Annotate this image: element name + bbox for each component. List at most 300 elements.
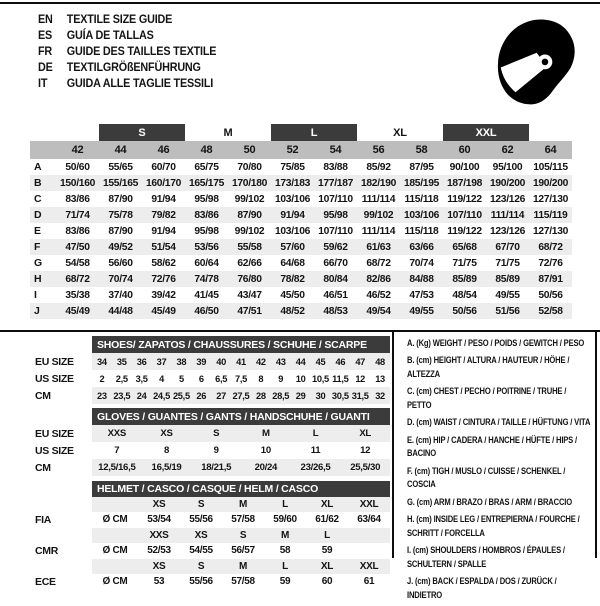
table-cell: XL [320,498,334,510]
column-header: 50 [243,144,256,156]
table-row [35,387,390,404]
table-cell: 63/64 [357,514,381,526]
table-cell: 103/106 [274,193,311,205]
table-cell: L [282,498,288,510]
table-cell: 24,5 [153,390,170,401]
table-cell: 58/62 [151,257,176,269]
column-header: 48 [200,144,213,156]
table-cell: 55/65 [108,161,133,173]
legend [407,337,591,606]
row-cells [92,370,390,387]
language-code: DE [38,60,53,74]
legend-item: G. (cm) ARM / BRAZO / BRAS / ARM / BRACCIO [407,496,572,508]
table-cell: 9 [278,373,284,384]
table-cell: 155/165 [102,177,139,189]
helmet-size-row [35,528,390,544]
table-cell: 45 [315,356,326,367]
table-cell: 55/56 [189,514,213,526]
table-cell: 187/198 [446,177,483,189]
table-cell: 26 [196,390,207,401]
row-label: US SIZE [35,444,74,457]
table-cell: 71/74 [65,209,90,221]
table-cell: 9 [213,445,219,456]
table-cell: 11,5 [332,373,349,384]
language-code: ES [38,28,53,42]
gloves-rows [35,425,390,476]
table-cell: 60 [321,576,333,588]
table-cell: 11 [310,445,321,456]
table-row [30,207,572,223]
table-cell: XS [152,498,166,510]
row-cells [92,497,390,513]
column-header: 42 [71,144,84,156]
size-band: XXL [443,124,529,141]
table-cell: 65/68 [452,241,477,253]
shoes-table-header [35,336,390,353]
legend-item: B. (cm) HEIGHT / ALTURA / HAUTEUR / HÖHE / ALTEZZA [407,355,570,381]
table-cell: 49/52 [108,241,133,253]
table-cell: 44 [295,356,306,367]
column-header-row [30,141,572,159]
table-cell: 8 [258,373,264,384]
table-cell: 59 [279,576,291,588]
legend-item: F. (cm) TIGH / MUSLO / CUISSE / SCHENKEL / COSCIA [407,465,566,491]
table-cell: 45/49 [151,305,176,317]
table-cell: 39/42 [151,289,176,301]
row-label: F [34,241,41,253]
table-cell: 48/53 [323,305,348,317]
row-cells [92,512,390,528]
helmet-table [35,481,390,590]
table-cell: 53/56 [194,241,219,253]
table-cell: 160/170 [145,177,182,189]
table-cell: 70/74 [108,273,133,285]
legend-left-border [392,330,394,558]
helmet-value-row [35,543,390,559]
table-cell: 62/66 [237,257,262,269]
legend-right-border [595,330,597,558]
table-cell: 61 [363,576,375,588]
helmet-rows [35,497,390,590]
row-label: D [34,209,42,221]
size-band: L [271,124,357,141]
size-band [529,124,572,141]
size-band: M [223,126,233,139]
table-cell: 43/47 [237,289,262,301]
row-label: FIA [35,513,52,526]
language-code: IT [38,76,48,90]
row-label: B [34,177,42,189]
table-cell: 82/86 [366,273,391,285]
table-cell: 30 [315,390,326,401]
table-cell: S [197,560,205,572]
table-cell: 79/82 [151,209,176,221]
row-label: EU SIZE [35,427,74,440]
gloves-table-header [35,408,390,425]
helmet-value-row [35,512,390,528]
table-cell: 46/50 [194,305,219,317]
table-cell: 23 [97,390,107,401]
table-cell: 3,5 [135,373,148,384]
table-cell: 41 [236,356,246,367]
legend-item: A. (Kg) WEIGHT / PESO / POIDS / GEWITCH / PESO [407,338,585,349]
row-label: CMR [35,544,59,557]
table-cell: 75/85 [280,161,305,173]
table-cell: 95/100 [492,161,523,173]
table-cell: XL [320,560,334,572]
table-row [30,191,572,207]
table-cell: 38 [176,356,187,367]
table-cell: 83/86 [65,225,90,237]
table-cell: 46 [335,356,346,367]
table-cell: 53/54 [147,514,171,526]
table-cell: 64/68 [280,257,305,269]
row-label: G [34,257,43,269]
table-cell: 83/86 [65,193,90,205]
table-cell: 87/90 [237,209,262,221]
language-row [38,59,216,75]
table-cell: 61/63 [366,241,391,253]
legend-item: H. (cm) INSIDE LEG / ENTREPIERNA / FOURCHE / SCHRITT / FORCELLA [407,513,580,539]
table-cell: 25,5/30 [350,462,381,473]
table-cell: 7,5 [234,373,247,384]
table-cell: 23,5 [113,390,131,401]
table-cell: 48/52 [280,305,305,317]
row-label: H [34,273,42,285]
table-cell: 47/51 [237,305,262,317]
table-cell: 10 [295,373,306,384]
table-cell: 51/54 [151,241,176,253]
shoes-table-title: SHOES/ ZAPATOS / CHAUSSURES / SCHUHE / SCARPE [92,336,390,353]
row-label: CM [35,461,51,474]
table-row [30,287,572,303]
table-cell: 39 [196,356,207,367]
table-cell: 27,5 [232,390,250,401]
row-label [35,559,92,575]
table-cell: 95/98 [194,225,219,237]
table-cell: 83/86 [194,209,219,221]
table-cell: 105/115 [533,161,568,173]
row-cells [92,353,390,370]
table-cell: 99/102 [234,193,265,205]
table-cell: 45/49 [65,305,90,317]
table-cell: 10 [260,445,271,456]
table-cell: S [239,529,247,541]
table-cell: 127/130 [532,225,569,237]
header-spacer [35,408,92,425]
lower-tables [35,336,390,594]
table-row [35,459,390,476]
table-cell: XL [359,428,371,439]
table-cell: 48/54 [452,289,477,301]
table-cell: 90/100 [449,161,480,173]
table-cell: 80/84 [323,273,348,285]
table-cell: 71/75 [452,257,477,269]
language-code: EN [38,12,53,26]
corner-cell [30,141,56,159]
table-row [35,425,390,442]
table-cell: 23/26,5 [300,462,331,473]
table-cell: 55/56 [189,576,213,588]
table-cell: 51/56 [495,305,520,317]
table-cell: 55/58 [237,241,262,253]
language-code: FR [38,44,53,58]
table-cell: 4 [159,373,164,384]
table-cell: 31,5 [351,390,369,401]
table-cell: 95/98 [323,209,348,221]
table-cell: 66/70 [323,257,348,269]
row-label [35,497,92,513]
table-cell: 30,5 [331,390,349,401]
row-label: J [34,305,40,317]
table-cell: 68/72 [65,273,90,285]
header-spacer [35,336,92,353]
table-cell: 99/102 [234,225,265,237]
row-cells [92,528,390,544]
column-header: 52 [286,144,299,156]
diameter-unit: Ø CM [102,576,128,588]
guide-title: TEXTILE SIZE GUIDE [66,12,173,26]
table-cell: M [238,498,248,510]
table-cell: 71/75 [495,257,520,269]
table-cell: 47/50 [65,241,90,253]
table-cell: 68/72 [538,241,563,253]
shoes-rows [35,353,390,404]
table-cell: 25,5 [172,390,190,401]
column-header: 54 [329,144,342,156]
table-row [30,175,572,191]
table-cell: 107/110 [318,225,353,237]
table-cell: 107/110 [318,193,353,205]
table-cell: XS [160,428,173,439]
table-row [30,255,572,271]
table-cell: 87/90 [108,193,133,205]
table-cell: 84/88 [409,273,434,285]
table-cell: 75/78 [108,209,133,221]
language-row [38,27,216,43]
row-label: C [34,193,42,205]
table-cell: 63/66 [409,241,434,253]
table-cell: 99/102 [363,209,394,221]
row-label: E [34,225,42,237]
table-row [30,223,572,239]
table-cell: XS [194,529,208,541]
table-cell: 43 [275,356,286,367]
guide-title: GUIDE DES TAILLES TEXTILE [66,44,217,58]
table-cell: 46/51 [323,289,348,301]
table-cell: 58 [279,545,291,557]
table-cell: 60/70 [151,161,176,173]
table-cell: 12 [360,445,371,456]
table-cell: 57/60 [280,241,305,253]
table-cell: 170/180 [231,177,268,189]
size-guide-table [30,124,572,319]
table-cell: 165/175 [188,177,225,189]
table-cell: 115/119 [533,209,568,221]
table-row [35,370,390,387]
table-cell: 76/80 [237,273,262,285]
row-cells [92,543,390,559]
table-cell: 111/114 [361,193,396,205]
row-label: ECE [35,575,56,588]
table-cell: 32 [375,390,385,401]
table-cell: 56/60 [108,257,133,269]
row-label: I [34,289,37,301]
diameter-unit: Ø CM [102,545,128,557]
table-cell: 70/80 [237,161,262,173]
table-cell: 16,5/19 [151,462,182,473]
table-cell: 59 [321,545,333,557]
table-cell: 111/114 [361,225,396,237]
table-cell: 190/200 [532,177,569,189]
table-cell: 72/76 [538,257,563,269]
table-cell: 85/89 [495,273,520,285]
guide-title: GUÍA DE TALLAS [66,28,154,42]
table-cell: 50/56 [452,305,477,317]
table-cell: L [324,529,330,541]
table-cell: 57/58 [231,576,255,588]
table-cell: 70/74 [409,257,434,269]
size-band [30,124,99,141]
table-cell: 20/24 [254,462,278,473]
table-cell: 50/60 [65,161,90,173]
table-cell: 44/48 [108,305,133,317]
size-band-row [30,124,572,141]
guide-title: TEXTILGRÖßENFÜHRUNG [66,60,201,74]
table-cell: 2,5 [115,373,128,384]
table-cell: XS [152,560,166,572]
table-cell: 85/89 [452,273,477,285]
table-cell: 111/114 [490,209,525,221]
language-row [38,43,216,59]
row-cells [92,425,390,442]
table-cell: 47 [355,356,366,367]
column-header: 44 [114,144,127,156]
table-cell: 91/94 [151,225,176,237]
table-cell: 50/56 [538,289,563,301]
table-cell: 107/110 [447,209,482,221]
table-cell: 185/195 [403,177,440,189]
table-cell: 150/160 [59,177,96,189]
table-cell: 182/190 [360,177,397,189]
row-cells [92,387,390,404]
helmet-table-title: HELMET / CASCO / CASQUE / HELM / CASCO [92,481,390,497]
table-cell: 37 [156,356,167,367]
table-cell: 78/82 [280,273,305,285]
column-header: 56 [372,144,385,156]
row-label: CM [35,389,51,402]
table-cell: 60/64 [194,257,219,269]
table-cell: 56/57 [231,545,255,557]
row-cells [92,442,390,459]
table-row [30,159,572,175]
guide-title: GUIDA ALLE TAGLIE TESSILI [66,76,214,90]
table-cell: 28,5 [272,390,290,401]
table-cell: 91/94 [151,193,176,205]
language-row [38,75,216,91]
table-cell: 65/75 [194,161,219,173]
helmet-size-row [35,559,390,575]
shoes-table [35,336,390,404]
column-header: 62 [501,144,514,156]
table-cell: 127/130 [532,193,569,205]
table-cell: 35 [116,356,127,367]
table-cell: 10,5 [312,373,329,384]
column-header: 60 [458,144,471,156]
table-cell: 49/55 [409,305,434,317]
table-cell: S [213,428,220,439]
helmet-value-row [35,574,390,590]
table-cell: 5 [178,373,184,384]
helmet-size-row [35,497,390,513]
row-label: A [34,161,42,173]
row-label: EU SIZE [35,355,74,368]
helmet-icon [487,15,579,107]
table-cell: 46/52 [366,289,391,301]
table-cell: 87/95 [409,161,434,173]
table-cell: 12,5/16,5 [98,462,136,473]
table-cell: 49/55 [495,289,520,301]
table-cell: M [238,560,248,572]
size-band: S [99,124,185,141]
header-spacer [35,481,92,497]
size-band: XL [393,126,407,139]
table-cell: 12 [355,373,366,384]
table-cell: 29 [295,390,306,401]
column-header: 46 [157,144,170,156]
table-row [35,353,390,370]
table-cell: 115/118 [404,193,439,205]
table-cell: 6,5 [215,373,228,384]
gloves-table [35,408,390,476]
row-cells [92,574,390,590]
table-cell: 123/126 [489,193,526,205]
table-cell: 35/38 [65,289,90,301]
table-cell: 119/122 [447,193,482,205]
table-cell: 87/91 [538,273,563,285]
table-row [30,239,572,255]
table-cell: 48 [375,356,385,367]
table-cell: 36 [136,356,147,367]
table-cell: 41/45 [194,289,219,301]
table-cell: XXS [149,529,169,541]
table-cell: 27 [216,390,226,401]
table-cell: 54/55 [189,545,213,557]
table-cell: 119/122 [447,225,482,237]
legend-item: D. (cm) WAIST / CINTURA / TAILLE / HÜFTUNG / VITA [407,417,591,429]
table-cell: 57/58 [231,514,255,526]
column-header: 58 [415,144,428,156]
table-cell: 67/70 [495,241,520,253]
table-cell: 103/106 [274,225,311,237]
table-cell: L [282,560,288,572]
table-cell: L [312,428,319,439]
table-cell: 13 [375,373,385,384]
table-cell: 72/76 [151,273,176,285]
table-cell: 103/106 [403,209,440,221]
row-label: US SIZE [35,372,74,385]
table-cell: 87/90 [108,225,133,237]
row-label [35,528,92,544]
legend-item: C. (cm) CHEST / PECHO / POITRINE / TRUHE / PETTO [407,386,567,412]
diameter-unit: Ø CM [102,514,128,526]
helmet-table-header [35,481,390,497]
legend-item: E. (cm) HIP / CADERA / HANCHE / HÜFTE / HIPS / BACINO [407,434,577,460]
table-cell: S [197,498,205,510]
table-cell: M [261,428,270,439]
table-cell: 190/200 [489,177,526,189]
table-cell: 68/72 [366,257,391,269]
